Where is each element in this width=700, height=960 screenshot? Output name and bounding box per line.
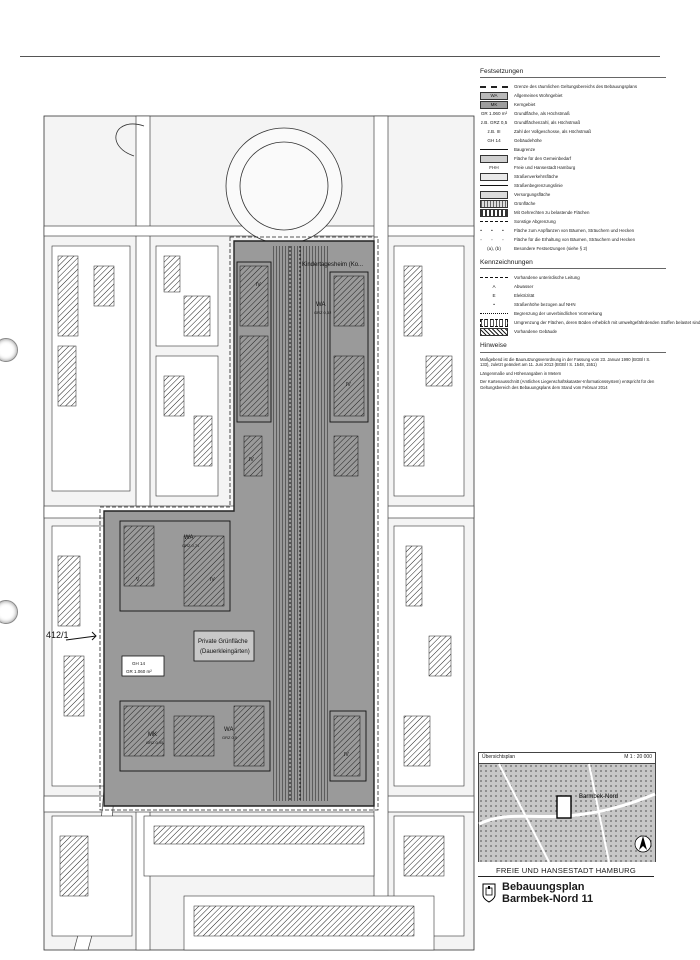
festsetzung-text: Straßenverkehrsfläche [514, 173, 559, 179]
city-name: FREIE UND HANSESTADT HAMBURG [478, 866, 654, 877]
overview-title: Übersichtsplan [482, 754, 516, 760]
label-storeys: IV [346, 382, 351, 388]
festsetzung-symbol: WA [480, 93, 508, 99]
label-wa1: WA [316, 302, 326, 308]
festsetzung-text: Allgemeines Wohngebiet [514, 92, 563, 98]
kennzeichnung-row [480, 300, 670, 309]
festsetzung-row [480, 163, 670, 172]
label-wa3: WA [224, 727, 234, 733]
festsetzung-row [480, 172, 670, 181]
festsetzung-symbol [480, 147, 508, 153]
festsetzung-row [480, 118, 670, 127]
festsetzung-symbol [480, 201, 508, 207]
kennzeichnung-text: Abwasser [514, 284, 534, 290]
festsetzung-symbol: • • • [480, 227, 508, 233]
private-green-box [194, 631, 254, 661]
label-gh: GH 14 [132, 661, 146, 666]
overview-place: Barmbek-Nord [579, 794, 619, 800]
kennzeichnung-symbol: E [492, 293, 496, 299]
festsetzung-text: Kerngebiet [514, 101, 536, 107]
festsetzung-symbol: GR 1.060 m² [480, 110, 508, 116]
festsetzung-text: Gebäudehöhe [514, 137, 542, 143]
festsetzung-row [480, 91, 670, 100]
label-grz3: GRZ 0,5 [222, 735, 238, 740]
festsetzung-text: Fläche für den Gemeinbedarf [514, 155, 572, 161]
festsetzung-symbol [480, 156, 508, 162]
festsetzung-row [480, 82, 670, 91]
festsetzung-symbol: z.B. GRZ 0,5 [480, 119, 508, 125]
kennzeichnung-text: Vorhandene Gebäude [514, 329, 557, 335]
label-storeys: IV [344, 752, 349, 758]
festsetzung-row [480, 154, 670, 163]
kennzeichnung-text: Begrenzung der unverbindlichen Vormerkung [514, 311, 603, 317]
festsetzung-text: Mit Gehrechten zu belastende Flächen [514, 209, 590, 215]
overview-scale: M 1 : 20 000 [624, 754, 652, 760]
kennzeichnung-row [480, 273, 670, 282]
festsetzung-symbol: FHH [489, 164, 499, 170]
label-gruen1: Private Grünfläche [198, 639, 248, 645]
festsetzung-text: Fläche zum Anpflanzen von Bäumen, Sträuchern und Hecken [514, 227, 635, 233]
festsetzung-symbol [480, 192, 508, 198]
festsetzung-row [480, 100, 670, 109]
festsetzung-row [480, 217, 670, 226]
label-grz2: GRZ 0,71 [182, 543, 200, 548]
festsetzung-text: Fläche für die Erhaltung von Bäumen, Sträuchern und Hecken [514, 236, 636, 242]
kennzeichnung-symbol [480, 329, 508, 335]
kennzeichnung-symbol: • [493, 302, 495, 308]
overview-map-panel [478, 752, 656, 862]
festsetzung-row [480, 226, 670, 235]
hamburg-crest-icon [482, 883, 496, 903]
festsetzung-text: Grundflächenzahl, als Höchstmaß [514, 119, 581, 125]
festsetzung-symbol [480, 84, 508, 90]
title-block [478, 866, 654, 916]
festsetzung-row [480, 109, 670, 118]
kennzeichnung-row [480, 327, 670, 336]
festsetzung-text: Versorgungsfläche [514, 191, 551, 197]
festsetzung-symbol [480, 174, 508, 180]
plan-title-line1: Bebauungsplan [502, 881, 585, 893]
label-grz-mk: GRZ 0,95 [146, 740, 164, 745]
festsetzung-text: Grünfläche [514, 200, 536, 206]
festsetzung-row [480, 190, 670, 199]
kennzeichnung-row [480, 282, 670, 291]
festsetzung-text: Straßenbegrenzungslinie [514, 182, 563, 188]
festsetzung-symbol [480, 183, 508, 189]
kennzeichnung-symbol [480, 320, 508, 326]
overview-location-marker [557, 796, 571, 818]
label-storeys: IV [210, 577, 215, 583]
festsetzung-row [480, 235, 670, 244]
festsetzung-row [480, 199, 670, 208]
legend-heading-kennzeichnungen: Kennzeichnungen [480, 259, 666, 269]
punch-hole-top [0, 338, 18, 362]
legend-kennzeichnungen [480, 273, 700, 336]
overview-map [479, 764, 655, 862]
kennzeichnung-text: Vorhandene unterirdische Leitung [514, 275, 580, 281]
festsetzung-row [480, 208, 670, 217]
festsetzung-row [480, 136, 670, 145]
label-storeys: V [136, 577, 140, 583]
festsetzung-symbol: (a), (b) [487, 245, 501, 251]
kennzeichnung-symbol [480, 311, 508, 317]
festsetzung-text: Sonstige Abgrenzung [514, 218, 556, 224]
punch-hole-bottom [0, 600, 18, 624]
plan-map [44, 116, 474, 950]
festsetzung-text: Zahl der Vollgeschosse, als Höchstmaß [514, 128, 592, 134]
festsetzung-text: Baugrenze [514, 146, 536, 152]
hinweis-text: Maßgebend ist die Baunutzungsverordnung in der Fassung vom 23. Januar 1990 (BGBl I S. 133), zuletzt geändert am 11. Juni 2013 (BGBl I S. 1548, 1551) [480, 356, 651, 368]
festsetzung-row [480, 244, 670, 253]
festsetzung-text: Freie und Hansestadt Hamburg [514, 164, 576, 170]
kennzeichnung-symbol: A [492, 284, 496, 290]
festsetzung-row [480, 127, 670, 136]
festsetzung-symbol: z.B. III [487, 128, 501, 134]
label-storeys: IV [249, 457, 254, 463]
festsetzung-symbol: MK [480, 102, 508, 108]
festsetzung-symbol: GH 14 [487, 137, 501, 143]
hinweis-text: Der Kartenausschnitt (Amtliches Liegenschaftskataster-Informationssystem) entspricht für den Geltungsbereich des Bebauungsplans dem Stand vom Februar 2014 [480, 379, 655, 390]
handwritten-note: 412/1 [46, 630, 69, 640]
festsetzung-text: Besondere Festsetzungen (siehe § 2) [514, 245, 588, 251]
legend-hinweise [480, 357, 670, 390]
festsetzung-symbol: ◦ ◦ ◦ [480, 236, 508, 242]
label-gruen2: (Dauerkleingärten) [200, 649, 250, 655]
kennzeichnung-text: Elektrizität [514, 293, 535, 299]
label-grz1: GRZ 0,32 [314, 310, 332, 315]
label-storeys: IV [256, 282, 261, 288]
top-rule [20, 56, 660, 57]
festsetzung-row [480, 181, 670, 190]
plan-title-line2: Barmbek-Nord 11 [502, 893, 594, 906]
kennzeichnung-symbol [480, 275, 508, 281]
kennzeichnung-row [480, 309, 670, 318]
festsetzung-row [480, 145, 670, 154]
kennzeichnung-text: Umgrenzung der Flächen, deren Böden erheblich mit umweltgefährdenden Stoffen belastet sind [514, 320, 700, 326]
festsetzung-symbol [480, 219, 508, 225]
label-kindertagesheim: Kindertagesheim (Ko... [302, 262, 364, 268]
label-mk: MK [148, 732, 157, 738]
legend-panel [480, 68, 700, 608]
hinweis-text: Längenmaße und Höhenangaben in Metern [480, 370, 562, 376]
legend-heading-hinweise: Hinweise [480, 342, 666, 352]
festsetzung-text: Grundfläche, als Höchstmaß [514, 110, 570, 116]
festsetzung-symbol [480, 210, 508, 216]
legend-heading-festsetzungen: Festsetzungen [480, 68, 666, 78]
label-wa2: WA [184, 535, 194, 541]
legend-festsetzungen [480, 82, 670, 253]
kennzeichnung-row [480, 318, 700, 327]
kennzeichnung-text: Straßenhöhe bezogen auf NHN [514, 302, 576, 308]
kennzeichnung-row [480, 291, 670, 300]
label-gr: GR 1.060 m² [126, 669, 152, 674]
festsetzung-text: Grenze des räumlichen Geltungsbereichs des Bebauungsplans [514, 83, 638, 89]
